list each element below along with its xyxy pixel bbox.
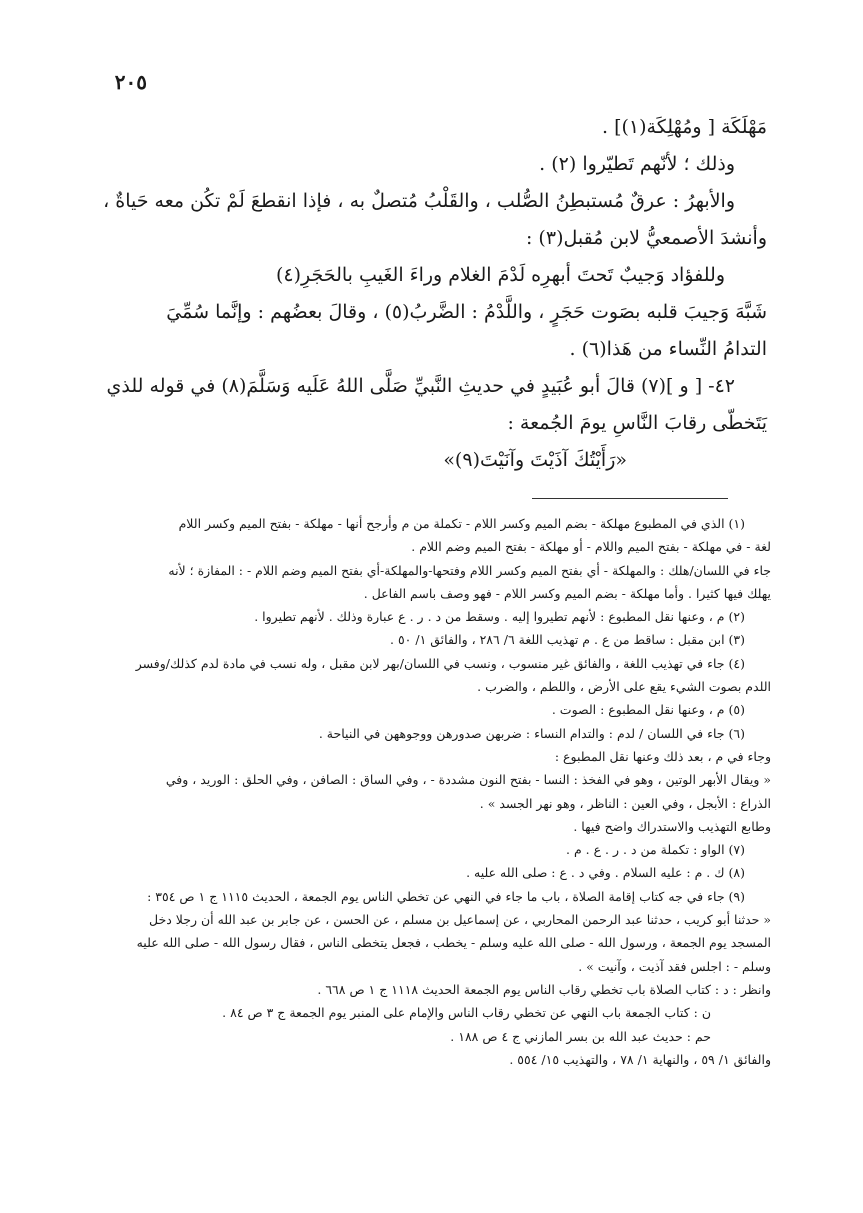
- footnote-line: « حدثنا أبو كريب ، حدثنا عبد الرحمن المحاربي ، عن إسماعيل بن مسلم ، عن الحسن ، عن جابر بن عبد الله أن رجلا دخل: [149, 912, 771, 928]
- page-number: ٢٠٥: [114, 70, 147, 94]
- quoted-hadith: «رَأَيْتُكَ آذَيْتَ وآنَيْتَ(٩)»: [443, 449, 627, 471]
- footnote-line: والفائق ١/ ٥٩ ، والنهاية ١/ ٧٨ ، والتهذيب ١٥/ ٥٥٤ .: [509, 1051, 771, 1067]
- footnote-line: لغة - في مهلكة - بفتح الميم واللام - أو مهلكة - بفتح الميم وضم اللام .: [411, 539, 771, 555]
- footnote-line: (٩) جاء في جه كتاب إقامة الصلاة ، باب ما جاء في النهي عن تخطي الناس يوم الجمعة ، الحديث ١١١٥ ج ١ ص ٣٥٤ :: [147, 888, 745, 904]
- footnote-line: يهلك فيها كثيرا . وأما مهلكة - بضم الميم وكسر اللام - فهو وصف باسم الفاعل .: [363, 585, 771, 601]
- footnote-line: (٨) ك . م : عليه السلام . وفي د . ع : صلى الله عليه .: [466, 865, 745, 881]
- footnote-line: الذراع : الأبجل ، وفي العين : الناظر ، وهو نهر الجسد » .: [479, 795, 771, 811]
- main-line: مَهْلَكَة [ ومُهْلِكَة(١)] .: [601, 116, 767, 138]
- footnote-line: (١) الذي في المطبوع مهلكة - بضم الميم وكسر اللام - تكملة من م وأرجح أنها - مهلكة - بفتح الميم وكسر اللام: [178, 516, 745, 531]
- footnote-line: وانظر : د : كتاب الصلاة باب تخطي رقاب الناس يوم الجمعة الحديث ١١١٨ ج ١ ص ٦٦٨ .: [317, 981, 771, 997]
- main-line: والأبهرُ : عرقٌ مُستبطِنُ الصُّلب ، والقَلْبُ مُتصلٌ به ، فإذا انقطعَ لَمْ تكُن معه حَياةٌ ،: [103, 190, 735, 212]
- main-line: وذلك ؛ لأنّهم تَطيّروا (٢) .: [539, 153, 735, 175]
- footnote-line: (٢) م ، وعنها نقل المطبوع : لأنهم تطيروا إليه . وسقط من د . ر . ع عبارة وذلك . لأنهم تطيروا .: [254, 609, 745, 625]
- footnote-line: (٤) جاء في تهذيب اللغة ، والفائق غير منسوب ، ونسب في اللسان/بهر لابن مقبل ، وله نسب في مادة لدم كذلك/وفسر: [135, 655, 745, 671]
- main-line: ٤٢- [ و ](٧) قالَ أبو عُبَيدٍ في حديثِ النَّبيِّ صَلَّى اللهُ عَلَيه وَسَلَّمَ(٨) في قوله للذي: [106, 375, 735, 397]
- main-line: يَتَخطّى رقابَ النَّاسِ يومَ الجُمعة :: [507, 412, 767, 434]
- footnote-line: اللدم بصوت الشيء يقع على الأرض ، واللطم ، والضرب .: [477, 679, 771, 695]
- footnote-line: وجاء في م ، بعد ذلك وعنها نقل المطبوع :: [554, 748, 771, 764]
- footnote-line: جاء في اللسان/هلك : والمهلكة - أي بفتح الميم وكسر اللام وفتحها-والمهلكة-أي بفتح الميم وضم اللام - : المفازة ؛ لأنه: [168, 562, 771, 578]
- footnotes: [92, 512, 771, 1071]
- footnote-line: (٣) ابن مقبل : ساقط من ع . م تهذيب اللغة ٦/ ٢٨٦ ، والفائق ١/ ٥٠ .: [389, 632, 745, 648]
- main-line: التدامُ النِّساء من هَذا(٦) .: [569, 338, 767, 360]
- footnote-line: ن : كتاب الجمعة باب النهي عن تخطي رقاب الناس والإمام على المنبر يوم الجمعة ج ٣ ص ٨٤ .: [222, 1005, 711, 1021]
- footnote-line: (٧) الواو : تكملة من د . ر . ع . م .: [566, 842, 745, 858]
- footnote-divider: [532, 498, 728, 499]
- verse-line: وللفؤاد وَجيبٌ تَحتَ أبهرِه لَدْمَ الغلام وراءَ الغَيبِ بالحَجَرِ(٤): [276, 264, 725, 286]
- footnote-line: المسجد يوم الجمعة ، ورسول الله - صلى الله عليه وسلم - يخطب ، فجعل يتخطى الناس ، فقال رسول الله - صلى الله عليه: [136, 935, 771, 951]
- footnote-line: « ويقال الأبهر الوتين ، وهو في الفخذ : النسا - بفتح النون مشددة - ، وفي الساق : الصافن ، وفي الحلق : الوريد ، وفي: [165, 772, 771, 788]
- main-line: وأنشدَ الأصمعيُّ لابن مُقبل(٣) :: [525, 227, 767, 249]
- footnote-line: وسلم - : اجلس فقد آذيت ، وآنيت » .: [578, 958, 771, 974]
- footnote-line: (٥) م ، وعنها نقل المطبوع : الصوت .: [551, 702, 745, 718]
- footnote-line: (٦) جاء في اللسان / لدم : والتدام النساء : ضربهن صدورهن ووجوههن في النياحة .: [318, 725, 745, 741]
- footnote-line: حم : حديث عبد الله بن بسر المازني ج ٤ ص ١٨٨ .: [450, 1028, 711, 1044]
- main-text: [96, 112, 767, 482]
- footnote-line: وطابع التهذيب والاستدراك واضح فيها .: [573, 818, 771, 834]
- main-line: شَبَّهَ وَجيبَ قلبه بصَوت حَجَرٍ ، واللَّدْمُ : الضَّربُ(٥) ، وقالَ بعضُهم : وإنَّما سُمِّيَ: [166, 301, 767, 323]
